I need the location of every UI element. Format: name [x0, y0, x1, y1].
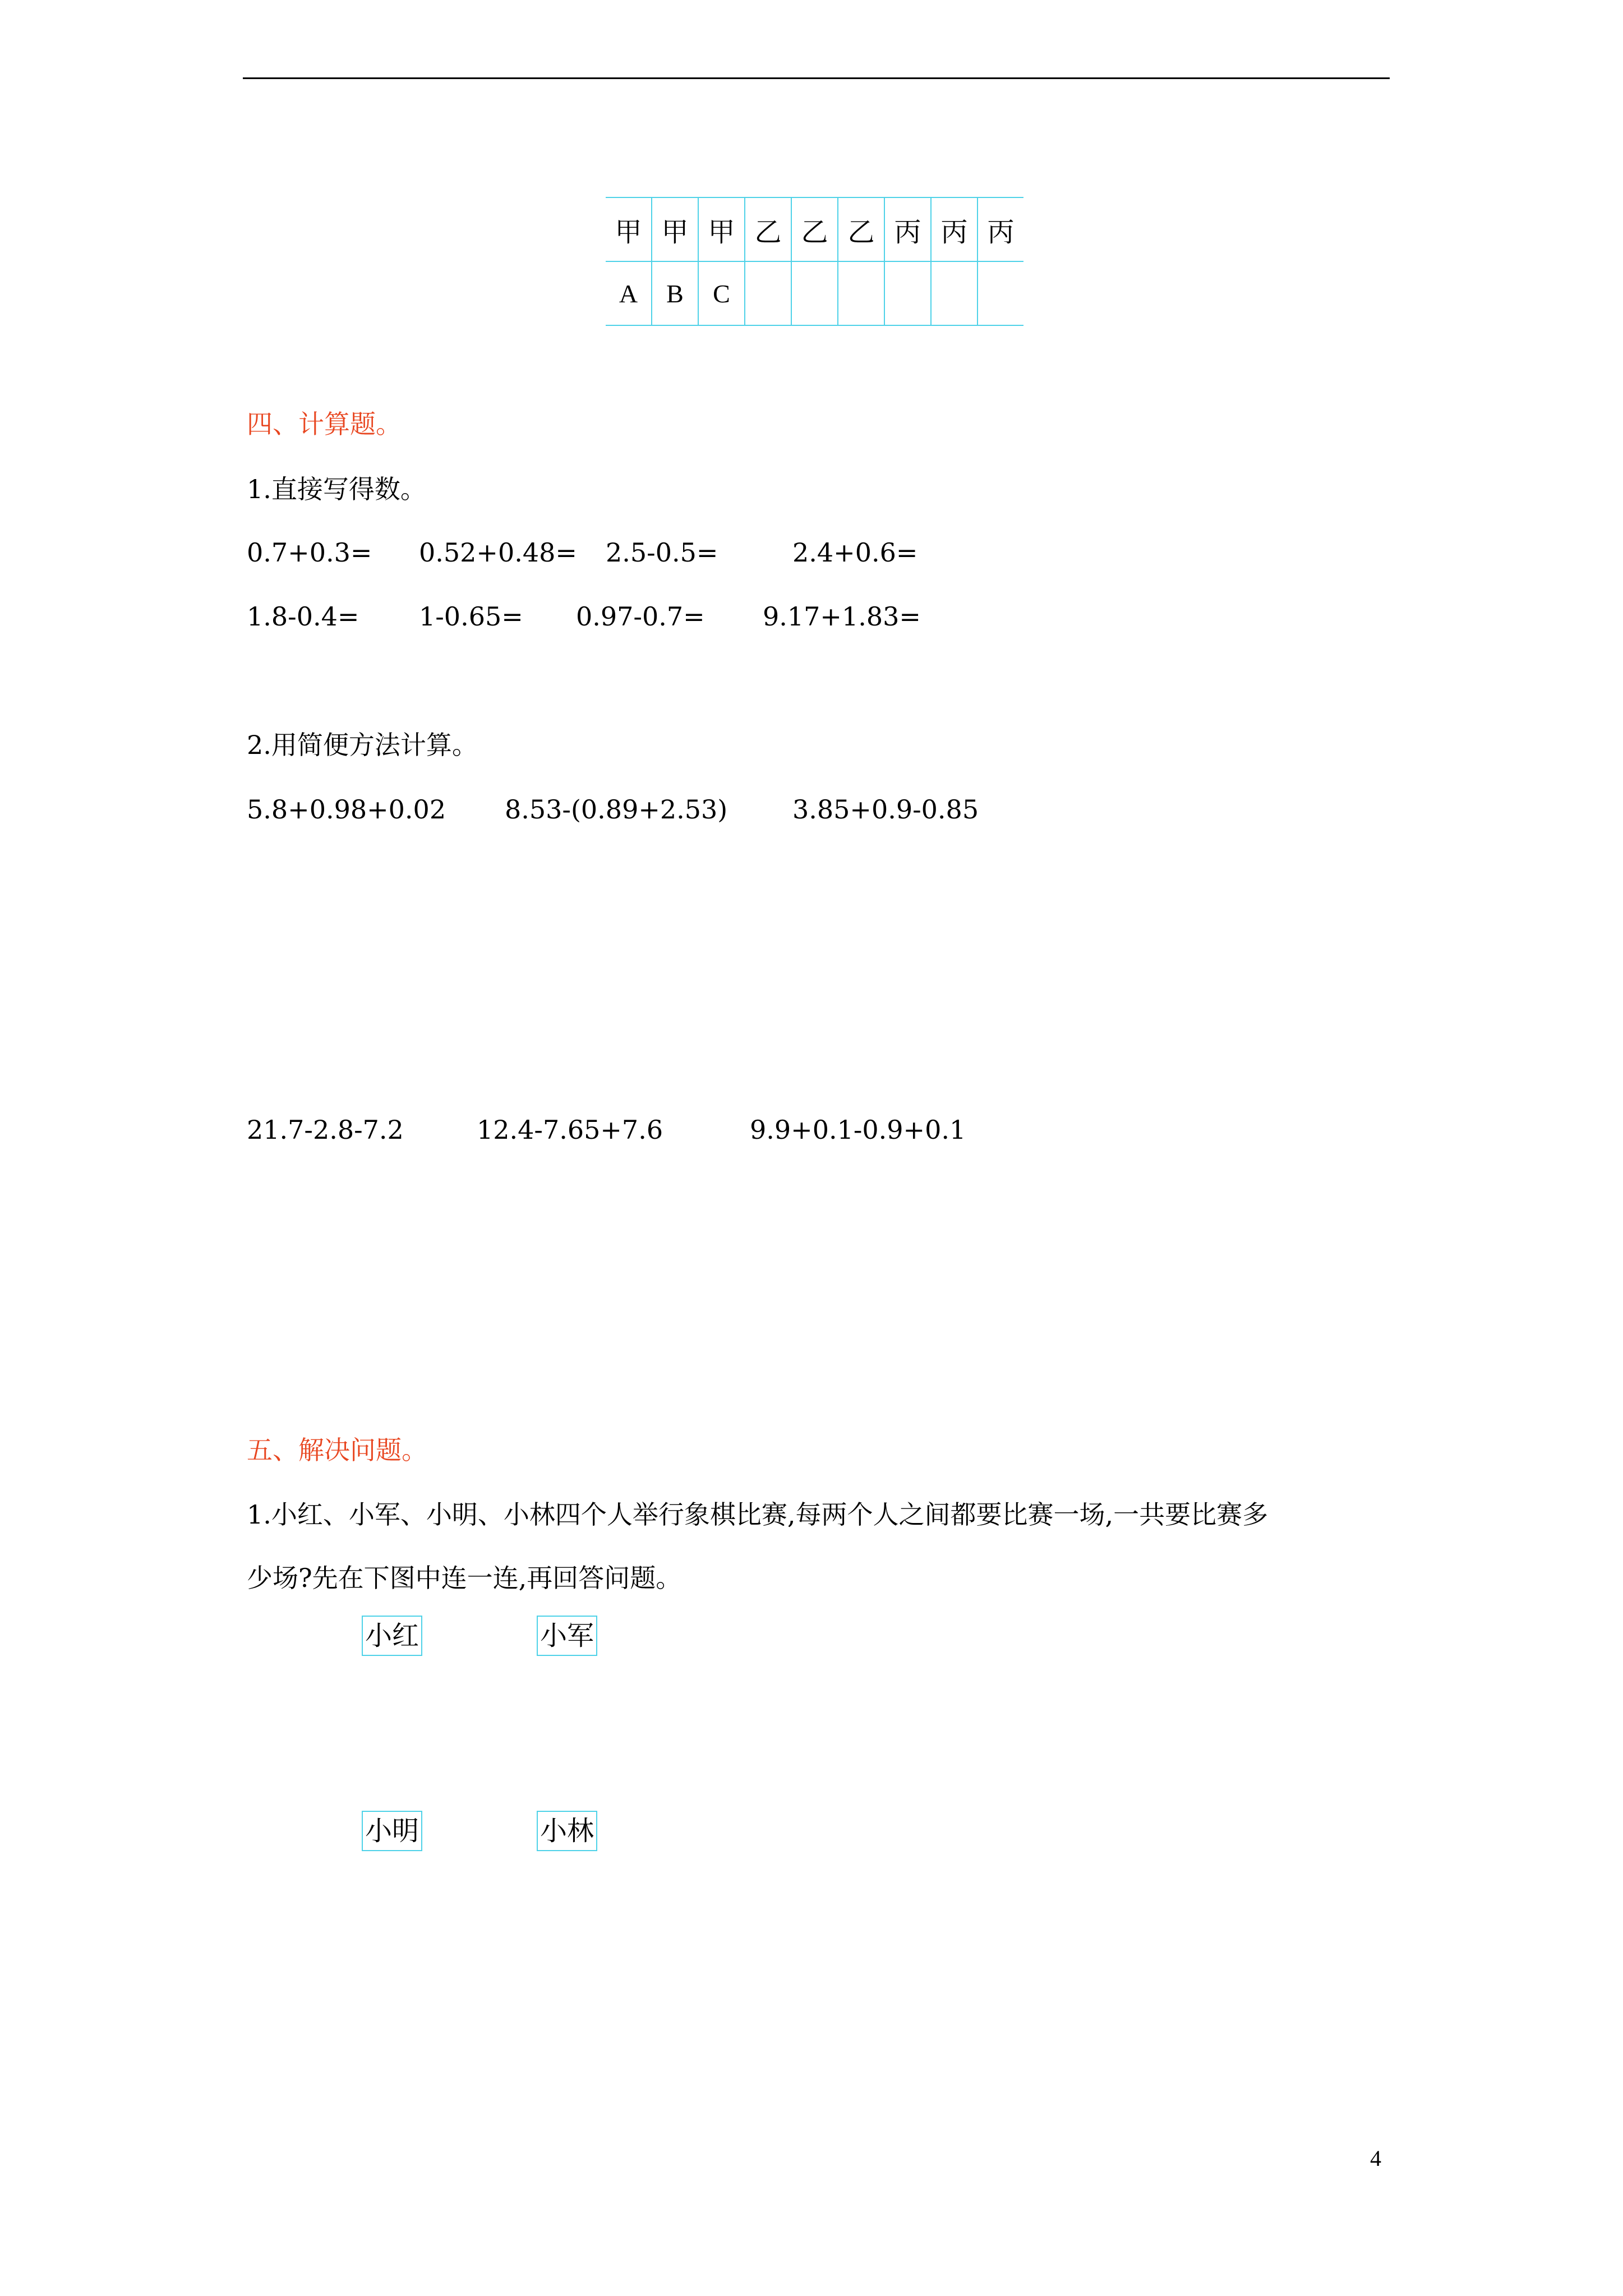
grid-header-row [606, 197, 1023, 261]
grid-cell: 丙 [931, 197, 978, 261]
calc-expression: 1-0.65= [419, 601, 523, 632]
calc-expression: 2.5-0.5= [606, 537, 718, 568]
grid-cell: 乙 [838, 197, 884, 261]
grid-answer-row [606, 261, 1023, 325]
calc-expression: 21.7-2.8-7.2 [247, 1115, 404, 1145]
calc-expression: 12.4-7.65+7.6 [477, 1115, 663, 1145]
grid-cell: 丙 [884, 197, 931, 261]
grid-cell: 丙 [978, 197, 1023, 261]
grid-cell: 乙 [791, 197, 838, 261]
grid-cell [931, 261, 978, 325]
section5-q1-line2: 少场?先在下图中连一连,再回答问题。 [247, 1563, 682, 1593]
grid-cell [791, 261, 838, 325]
section4-q1-title: 1.直接写得数。 [247, 474, 426, 504]
header-rule [243, 77, 1390, 79]
section5-heading: 五、解决问题。 [247, 1435, 427, 1465]
grid-cell: 甲 [606, 197, 652, 261]
section4-heading: 四、计算题。 [247, 409, 402, 439]
name-box-xiaolin[interactable]: 小林 [537, 1811, 597, 1851]
calc-expression: 0.52+0.48= [419, 537, 577, 568]
calc-expression: 9.17+1.83= [763, 601, 921, 632]
answer-grid [606, 197, 1023, 326]
grid-cell: C [698, 261, 745, 325]
grid-cell: A [606, 261, 652, 325]
calc-expression: 1.8-0.4= [247, 601, 359, 632]
grid-cell: 甲 [652, 197, 698, 261]
name-box-xiaoming[interactable]: 小明 [362, 1811, 422, 1851]
calc-expression: 5.8+0.98+0.02 [247, 794, 446, 825]
grid-cell: 乙 [745, 197, 791, 261]
calc-expression: 3.85+0.9-0.85 [792, 794, 979, 825]
section5-q1-line1: 1.小红、小军、小明、小林四个人举行象棋比赛,每两个人之间都要比赛一场,一共要比赛多 [247, 1499, 1269, 1530]
calc-expression: 8.53-(0.89+2.53) [505, 794, 728, 825]
calc-expression: 9.9+0.1-0.9+0.1 [750, 1115, 966, 1145]
calc-expression: 2.4+0.6= [792, 537, 918, 568]
grid-cell: B [652, 261, 698, 325]
grid-cell [978, 261, 1023, 325]
name-box-xiaojun[interactable]: 小军 [537, 1616, 597, 1656]
section4-q2-title: 2.用简便方法计算。 [247, 730, 478, 760]
name-box-xiaohong[interactable]: 小红 [362, 1616, 422, 1656]
calc-expression: 0.97-0.7= [576, 601, 705, 632]
page-number: 4 [1370, 2146, 1381, 2171]
grid-cell [745, 261, 791, 325]
grid-cell: 甲 [698, 197, 745, 261]
grid-cell [884, 261, 931, 325]
grid-cell [838, 261, 884, 325]
calc-expression: 0.7+0.3= [247, 537, 372, 568]
